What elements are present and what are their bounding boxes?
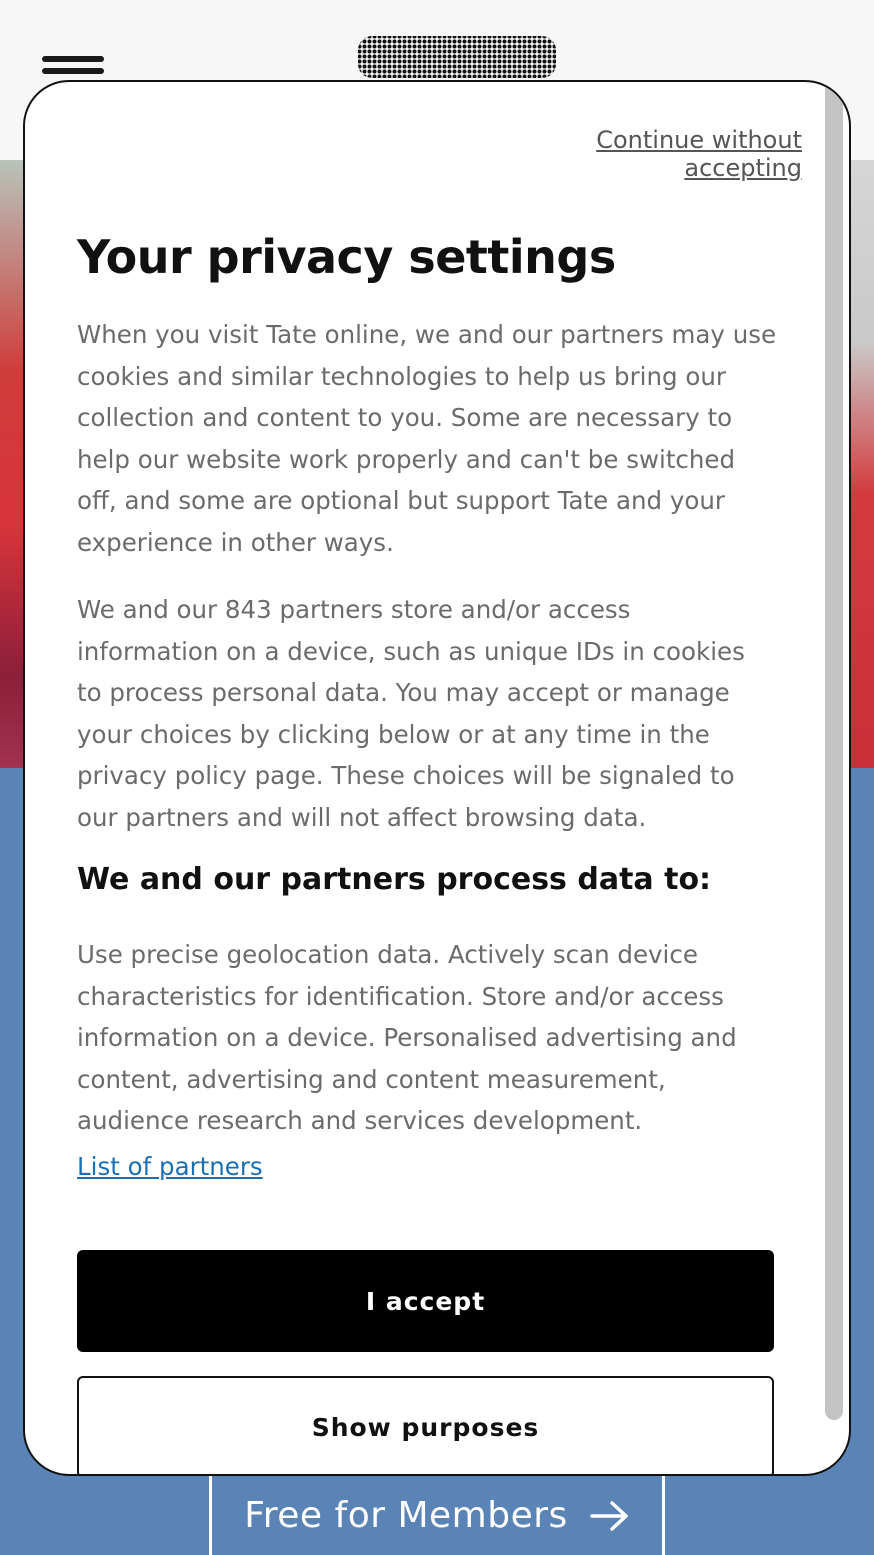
intro-paragraph: When you visit Tate online, we and our partners may use cookies and similar technologies to help us bring our collection and content to you. Some are necessary to help our website work properly and can't be switched off, and some are optional but support Tate and your experience in other ways. xyxy=(77,320,777,557)
accept-button[interactable]: I accept xyxy=(77,1250,774,1352)
dialog-scrollbar[interactable] xyxy=(825,82,847,1474)
arrow-right-icon xyxy=(590,1500,630,1532)
free-for-members-button[interactable] xyxy=(209,1476,665,1555)
show-purposes-button[interactable]: Show purposes xyxy=(77,1376,774,1476)
privacy-consent-dialog xyxy=(23,80,851,1476)
dialog-title: Your privacy settings xyxy=(77,230,616,284)
scrollbar-thumb[interactable] xyxy=(825,82,843,1420)
list-of-partners-link[interactable]: List of partners xyxy=(77,1152,263,1181)
purposes-paragraph: Use precise geolocation data. Actively scan device characteristics for identification. Store and/or access information on a device. Personalised advertising and content, advertising and content measurement, audience research and services development. xyxy=(77,940,737,1135)
tate-logo-icon[interactable] xyxy=(352,34,562,80)
purposes-heading: We and our partners process data to: xyxy=(77,862,712,897)
partners-paragraph: We and our 843 partners store and/or access information on a device, such as unique IDs in cookies to process personal data. You may accept or manage your choices by clicking below or at any time in the privacy policy page. These choices will be signaled to our partners and will not affect browsing data. xyxy=(77,595,745,832)
cta-label: Free for Members xyxy=(244,1495,568,1536)
continue-without-accepting-link[interactable]: Continue without accepting xyxy=(596,126,802,182)
